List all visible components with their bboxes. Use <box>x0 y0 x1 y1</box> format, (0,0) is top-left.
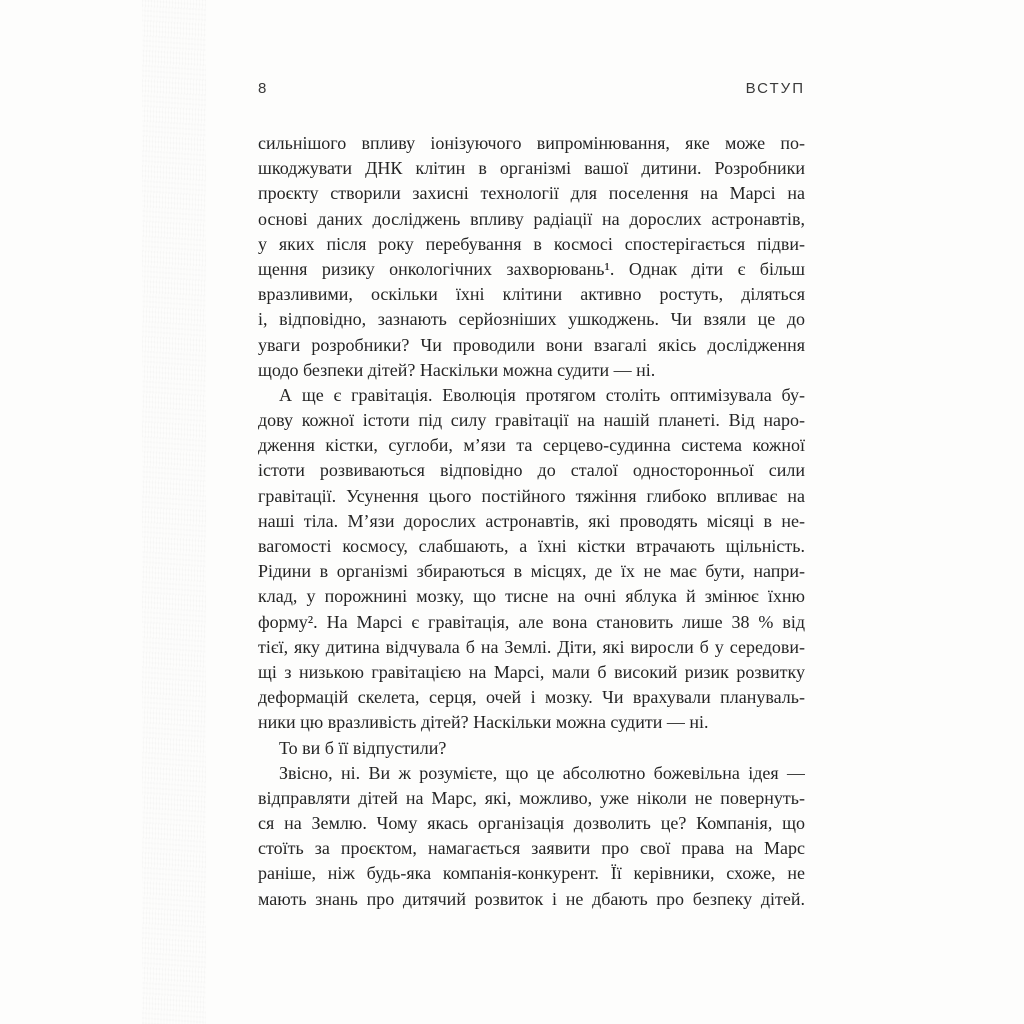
text-line: гравітації. Усунення цього постійного тяжіння глибоко впливає на <box>258 485 805 506</box>
text-line: щодо безпеки дітей? Наскільки можна судити — ні. <box>258 359 656 380</box>
running-title: ВСТУП <box>745 80 805 97</box>
text-line: Звісно, ні. Ви ж розумієте, що це абсолютно божевільна ідея — <box>279 762 805 783</box>
text-line: А ще є гравітація. Еволюція протягом століть оптимізувала бу- <box>279 384 805 405</box>
text-line: дження кістки, суглоби, м’язи та серцево-судинна система кожної <box>258 435 805 456</box>
text-line: клад, у порожнині мозку, що тисне на очні яблука й змінює їхню <box>258 586 805 607</box>
text-line: у яких після року перебування в космосі спостерігається підви- <box>258 233 805 254</box>
text-line: ся на Землю. Чому якась організація дозволить це? Компанія, що <box>258 813 805 834</box>
text-line: наші тіла. М’язи дорослих астронавтів, які проводять місяці в не- <box>258 510 805 531</box>
text-line: вразливими, оскільки їхні клітини активно ростуть, діляться <box>258 284 805 305</box>
text-line: То ви б її відпустили? <box>279 737 447 758</box>
text-line: основі даних досліджень впливу радіації на дорослих астронавтів, <box>258 208 805 229</box>
text-line: щі з низькою гравітацією на Марсі, мали б високий ризик розвитку <box>258 661 805 682</box>
page-number: 8 <box>258 80 267 97</box>
text-line: і, відповідно, зазнають серйозніших ушкоджень. Чи взяли це до <box>258 309 805 330</box>
text-line: тієї, яку дитина відчувала б на Землі. Діти, які виросли б у середови- <box>258 636 805 657</box>
text-line: Рідини в організмі збираються в місцях, де їх не має бути, напри- <box>258 561 805 582</box>
text-line: щення ризику онкологічних захворювань¹. Однак діти є більш <box>258 258 805 279</box>
running-head <box>258 80 805 97</box>
body-text <box>258 131 805 912</box>
text-line: ники цю вразливість дітей? Наскільки можна судити — ні. <box>258 712 709 733</box>
text-line: форму². На Марсі є гравітація, але вона становить лише 38 % від <box>258 611 805 632</box>
text-line: раніше, ніж будь-яка компанія-конкурент. Її керівники, схоже, не <box>258 863 805 884</box>
text-line: деформацій скелета, серця, очей і мозку. Чи врахували плануваль- <box>258 687 805 708</box>
text-line: дову кожної істоти під силу гравітації на нашій планеті. Від наро- <box>258 410 805 431</box>
text-line: вагомості космосу, слабшають, а їхні кістки втрачають щільність. <box>258 536 805 556</box>
text-line: мають знань про дитячий розвиток і не дбають про безпеку дітей. <box>258 888 805 909</box>
scan-gutter-texture <box>142 0 206 1024</box>
text-line: проєкту створили захисні технології для поселення на Марсі на <box>258 183 805 204</box>
text-line: стоїть за проєктом, намагається заявити про свої права на Марс <box>258 838 805 859</box>
text-line: відправляти дітей на Марс, які, можливо, уже ніколи не повернуть- <box>258 787 805 808</box>
text-line: шкоджувати ДНК клітин в організмі вашої дитини. Розробники <box>258 158 805 179</box>
text-line: істоти розвиваються відповідно до сталої односторонньої сили <box>258 460 805 481</box>
text-line: уваги розробники? Чи проводили вони взагалі якісь дослідження <box>258 334 805 355</box>
text-line: сильнішого впливу іонізуючого випромінювання, яке може по- <box>258 133 805 153</box>
